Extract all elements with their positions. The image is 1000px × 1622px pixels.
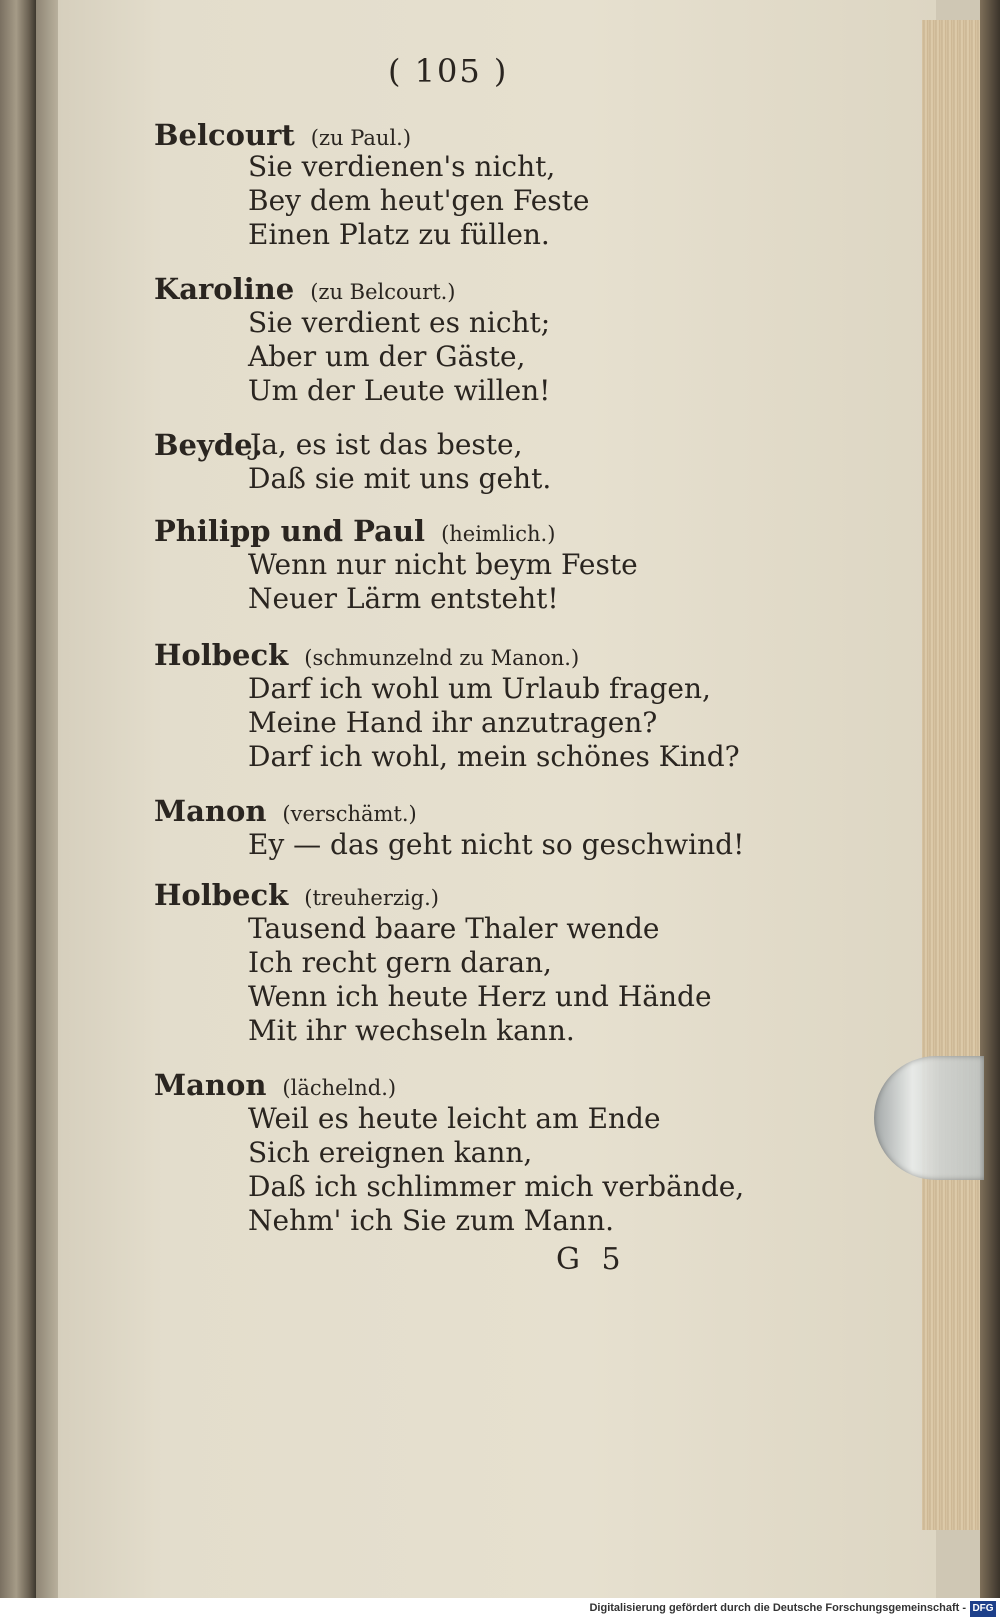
verse-line: Aber um der Gäste, xyxy=(248,340,526,373)
page-stack-edge xyxy=(922,20,984,1530)
verse-line: Daß ich schlimmer mich verbände, xyxy=(248,1170,745,1203)
speaker-name: Manon xyxy=(154,794,267,828)
speaker-heading xyxy=(154,794,417,828)
verse-line: Ich recht gern daran, xyxy=(248,946,552,979)
speaker-heading xyxy=(154,1068,396,1102)
verse-line: Darf ich wohl, mein schönes Kind? xyxy=(248,740,740,773)
verse-line: Sich ereignen kann, xyxy=(248,1136,533,1169)
verse-line: Wenn nur nicht beym Feste xyxy=(248,548,638,581)
verse-line: Um der Leute willen! xyxy=(248,374,551,407)
verse-line: Einen Platz zu füllen. xyxy=(248,218,550,251)
speaker-heading xyxy=(154,638,579,672)
dfg-logo: DFG xyxy=(970,1601,996,1617)
verse-line: Wenn ich heute Herz und Hände xyxy=(248,980,712,1013)
stage-direction: (heimlich.) xyxy=(441,522,556,546)
verse-line: Ja, es ist das beste, xyxy=(250,428,523,461)
verse-line: Neuer Lärm entsteht! xyxy=(248,582,559,615)
verse-line: Sie verdient es nicht; xyxy=(248,306,551,339)
stage-direction: (zu Paul.) xyxy=(310,126,412,150)
verse-line: Mit ihr wechseln kann. xyxy=(248,1014,575,1047)
speaker-name: Holbeck xyxy=(154,638,289,672)
speaker-heading xyxy=(154,878,439,912)
stage-direction: (zu Belcourt.) xyxy=(310,280,456,304)
verse-line: Nehm' ich Sie zum Mann. xyxy=(248,1204,614,1237)
speaker-heading xyxy=(154,514,555,548)
verse-line: Weil es heute leicht am Ende xyxy=(248,1102,661,1135)
verse-line: Tausend baare Thaler wende xyxy=(248,912,660,945)
funding-credit: Digitalisierung gefördert durch die Deutsche Forschungsgemeinschaft - xyxy=(589,1602,966,1614)
book-edge-shadow xyxy=(980,0,1000,1598)
speaker-heading xyxy=(154,118,411,152)
stage-direction: (verschämt.) xyxy=(282,802,417,826)
speaker-heading xyxy=(154,272,456,306)
verse-line: Darf ich wohl um Urlaub fragen, xyxy=(248,672,711,705)
speaker-name: Karoline xyxy=(154,272,295,306)
stage-direction: (lächelnd.) xyxy=(282,1076,397,1100)
speaker-name: Philipp und Paul xyxy=(154,514,426,548)
page-number: ( 105 ) xyxy=(388,52,509,90)
speaker-name: Holbeck xyxy=(154,878,289,912)
signature-mark: G 5 xyxy=(556,1242,627,1277)
speaker-name: Belcourt xyxy=(154,118,295,152)
speaker-heading xyxy=(154,428,263,462)
verse-line: Ey — das geht nicht so geschwind! xyxy=(248,828,745,861)
verse-line: Daß sie mit uns geht. xyxy=(248,462,552,495)
speaker-name: Manon xyxy=(154,1068,267,1102)
stage-direction: (treuherzig.) xyxy=(304,886,439,910)
digitization-footer xyxy=(0,1598,1000,1622)
verse-line: Bey dem heut'gen Feste xyxy=(248,184,590,217)
previous-page-edge xyxy=(0,0,36,1598)
verse-line: Meine Hand ihr anzutragen? xyxy=(248,706,658,739)
speaker-name: Beyde. xyxy=(154,428,263,462)
verse-line: Sie verdienen's nicht, xyxy=(248,150,556,183)
stage-direction: (schmunzelnd zu Manon.) xyxy=(304,646,580,670)
